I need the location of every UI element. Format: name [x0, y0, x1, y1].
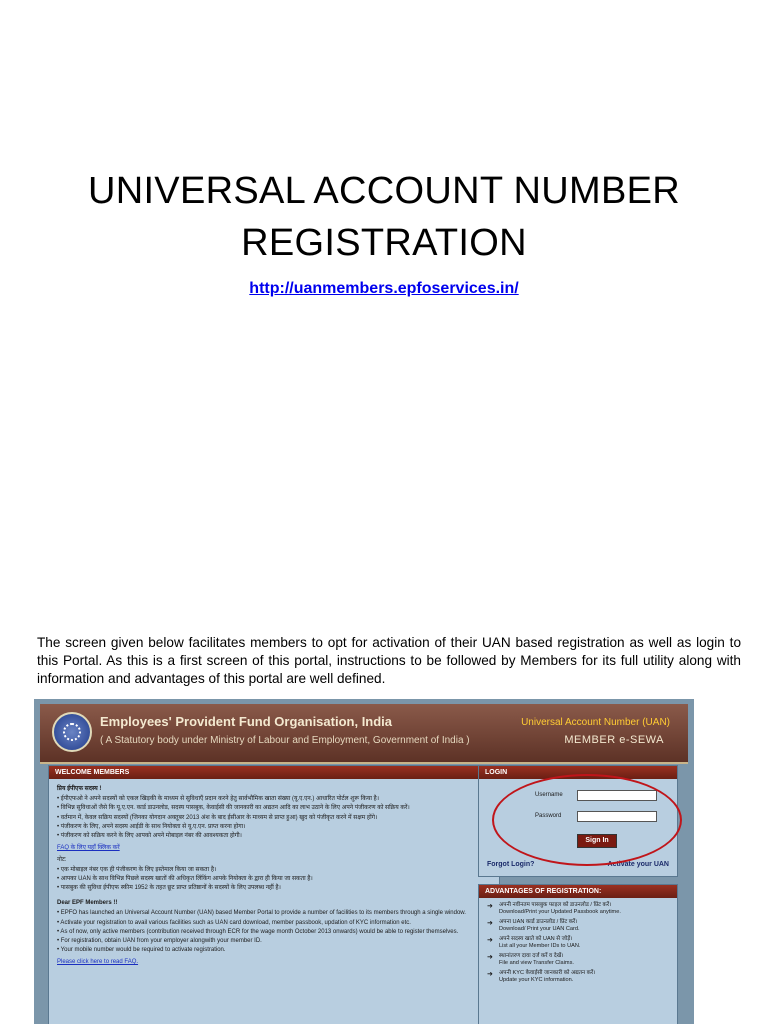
welcome-body: [49, 779, 499, 975]
advantage-hindi: अपने सदस्य खाते को UAN से जोड़ें।: [499, 936, 573, 942]
hindi-faq-link[interactable]: FAQ के लिए यहाँ क्लिक करें: [57, 845, 120, 852]
advantage-item: [487, 936, 669, 950]
advantage-hindi: अपनी नवीनतम पासबुक फाइल को डाउनलोड / प्रिंट करें।: [499, 902, 612, 908]
hindi-point: • विभिन्न सुविधाओं जैसे कि यू.ए.एन. कार्ड डाउनलोड, सदस्य पासबुक, केवाईसी की जानकारी का अद्यतन आदि का लाभ उठाने के लिए अपने पंजीकरण को सक्रिय करें।: [57, 805, 410, 812]
advantage-english: File and view Transfer Claims.: [499, 960, 574, 966]
advantage-english: Download/ Print your UAN Card.: [499, 926, 580, 932]
hindi-heading: प्रिय ईपीएफ सदस्य !: [57, 786, 102, 792]
sign-in-button[interactable]: Sign In: [577, 834, 617, 848]
english-point: • Your mobile number would be required to activate registration.: [57, 947, 226, 954]
english-point: • For registration, obtain UAN from your employer alongwith your member ID.: [57, 938, 262, 945]
portal-screenshot: [34, 699, 694, 1024]
advantage-item: [487, 919, 669, 933]
arrow-icon: ➜: [487, 903, 493, 910]
advantages-panel: [478, 884, 678, 1024]
username-label: Username: [535, 792, 563, 798]
hindi-point: • पंजीकरण को सक्रिय करने के लिए आपको अपने मोबाइल नंबर की आवश्यकता होगी।: [57, 833, 242, 840]
advantage-hindi: अपनी KYC केवाईसी जानकारी को अद्यतन करें।: [499, 970, 596, 976]
page-title: [0, 165, 768, 269]
welcome-panel: [48, 765, 500, 1024]
advantages-body: [479, 898, 677, 991]
arrow-icon: ➜: [487, 937, 493, 944]
advantage-hindi: स्थानांतरण दावा दर्ज करें व देखें।: [499, 953, 564, 959]
forgot-login-link[interactable]: Forgot Login?: [487, 861, 535, 868]
title-line-2: REGISTRATION: [241, 222, 527, 264]
epfo-emblem-icon: [52, 712, 92, 752]
note-label: नोट:: [57, 857, 67, 864]
arrow-icon: ➜: [487, 954, 493, 961]
login-header: LOGIN: [479, 766, 677, 779]
english-point: • EPFO has launched an Universal Account Number (UAN) based Member Portal to provide a number of facilities to its members through a single window.: [57, 910, 466, 917]
arrow-icon: ➜: [487, 920, 493, 927]
hindi-note: • एक मोबाइल नंबर एक ही पंजीकरण के लिए इस्तेमाल किया जा सकता है।: [57, 866, 217, 873]
intro-paragraph: The screen given below facilitates members to opt for activation of their UAN based registration as well as login to this Portal. As this is a first screen of this portal, instructions to be followed by Members for its full utility along with information and advantages of this portal are well defined.: [37, 634, 741, 686]
uan-label: Universal Account Number (UAN): [521, 717, 670, 728]
member-esewa-label: MEMBER e-SEWA: [564, 734, 664, 746]
advantage-item: [487, 902, 669, 916]
english-faq-link[interactable]: Please click here to read FAQ.: [57, 959, 139, 966]
title-line-1: UNIVERSAL ACCOUNT NUMBER: [87, 170, 681, 212]
portal-header: [40, 704, 688, 764]
hindi-point: • वर्तमान में, केवल सक्रिय सदस्यों (जिनका योगदान अक्तूबर 2013 अंश के बाद ईसीआर के माध्यम से प्राप्त हुआ) खुद को पंजीकृत करने में सक्षम होंगे।: [57, 814, 378, 821]
login-highlight-oval: [492, 774, 682, 866]
org-subtitle: ( A Statutory body under Ministry of Labour and Employment, Government of India ): [100, 735, 470, 746]
welcome-header: WELCOME MEMBERS: [49, 766, 499, 779]
english-point: • Activate your registration to avail various facilities such as UAN card download, member passbook, updation of KYC information etc.: [57, 919, 411, 926]
advantage-item: [487, 953, 669, 967]
advantage-item: [487, 970, 669, 984]
org-name: Employees' Provident Fund Organisation, India: [100, 714, 393, 729]
hindi-point: • पंजीकरण के लिए, अपने सदस्य आईडी के साथ नियोक्ता से यू.ए.एन. प्राप्त करना होगा।: [57, 823, 246, 830]
hindi-note: • पासबुक की सुविधा ईपीएफ स्कीम 1952 के तहत छूट प्राप्त प्रतिष्ठानों के सदस्यों के लिए उपलब्ध नहीं है।: [57, 885, 281, 892]
advantage-english: List all your Member IDs to UAN.: [499, 943, 581, 949]
hindi-note: • आपका UAN के साथ विभिन्न पिछले सदस्य खातों की अधिकृत लिंकिंग आपके नियोक्ता के द्वारा ही किया जा सकता है।: [57, 875, 313, 882]
advantage-english: Update your KYC information.: [499, 977, 574, 983]
english-point: • As of now, only active members (contribution received through ECR for the wage month October 2013 onwards) would be able to register themselves.: [57, 928, 459, 935]
advantage-hindi: अपना UAN कार्ड डाउनलोड / प्रिंट करें।: [499, 919, 578, 925]
activate-uan-link[interactable]: Activate your UAN: [607, 861, 669, 868]
arrow-icon: ➜: [487, 971, 493, 978]
advantages-header: ADVANTAGES OF REGISTRATION:: [479, 885, 677, 898]
advantage-english: Download/Print your Updated Passbook anytime.: [499, 909, 621, 915]
password-label: Password: [535, 813, 562, 819]
hindi-point: • ईपीएफओ ने अपने सदस्यों को एकल खिड़की के माध्यम से सुविधाएँ प्रदान करने हेतु सार्वभौमिक खाता संख्या (यू.ए.एन.) आधारित पोर्टल शुरू किया है।: [57, 796, 380, 803]
english-heading: Dear EPF Members !!: [57, 900, 118, 907]
portal-url-link[interactable]: http://uanmembers.epfoservices.in/: [249, 280, 519, 297]
